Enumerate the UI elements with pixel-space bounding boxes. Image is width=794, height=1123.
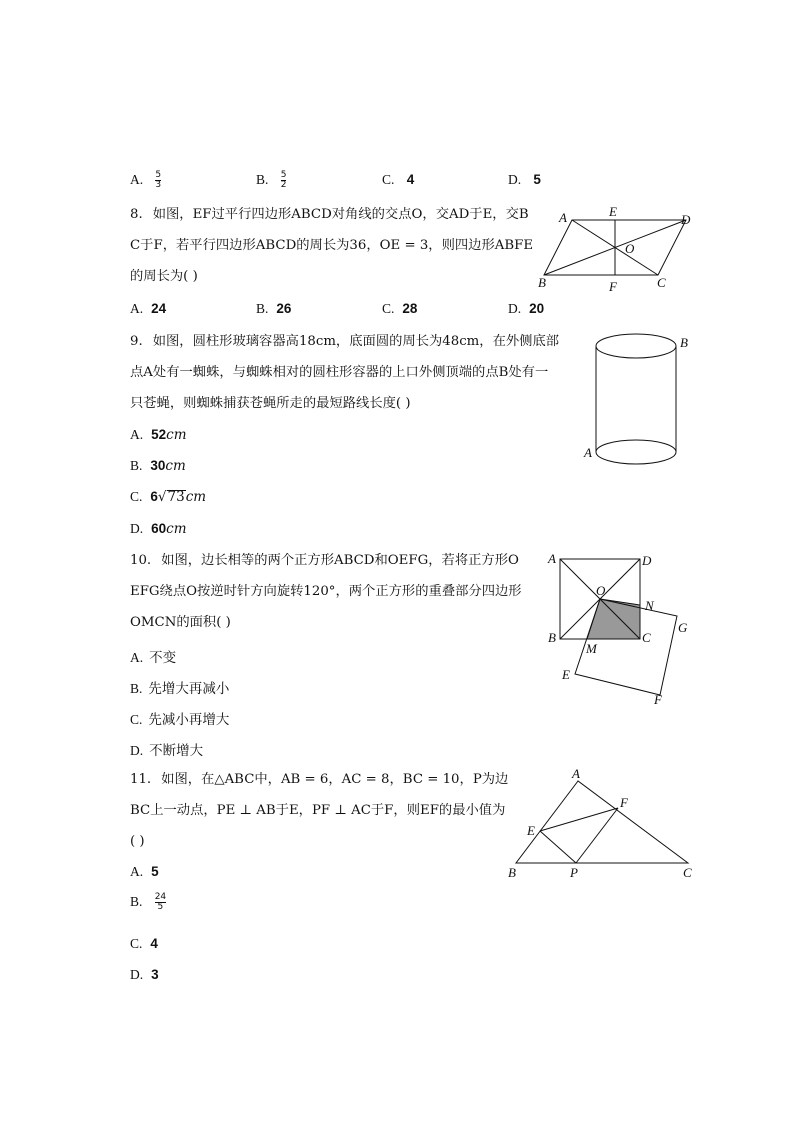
numerator: 5 xyxy=(280,170,287,180)
label-b: B xyxy=(538,275,546,290)
label-a: A xyxy=(572,766,580,781)
label-c: C xyxy=(683,865,692,880)
radicand: 73 xyxy=(167,489,185,505)
segment-pf xyxy=(576,808,618,863)
q11-line1: 11. 如图，在△ABC中，AB = 6，AC = 8，BC = 10，P为边 xyxy=(130,772,509,787)
q8-line2: C于F，若平行四边形ABCD的周长为36，OE = 3，则四边形ABFE xyxy=(130,238,534,253)
cylinder-bottom-front xyxy=(596,452,676,464)
label-b: B xyxy=(508,865,516,880)
label-c: C xyxy=(657,275,666,290)
option-letter: D. xyxy=(508,172,522,187)
q8-line3: 的周长为( ) xyxy=(130,269,198,284)
label-e: E xyxy=(527,823,535,838)
label-a: A xyxy=(559,210,567,225)
q10-option-c: C. 先减小再增大 xyxy=(130,712,230,728)
q9-line1: 9. 如图，圆柱形玻璃容器高18cm，底面圆的周长为48cm，在外侧底部 xyxy=(130,334,560,349)
q10-question xyxy=(130,545,522,638)
label-a: A xyxy=(548,551,556,566)
label-e: E xyxy=(609,204,617,219)
cylinder-top xyxy=(596,334,676,358)
label-e: E xyxy=(562,667,570,682)
triangle-abc xyxy=(516,781,688,863)
label-f: F xyxy=(609,279,617,294)
label-b: B xyxy=(548,630,556,645)
q11-line2: BC上一动点，PE ⊥ AB于E，PF ⊥ AC于F，则EF的最小值为 xyxy=(130,803,506,818)
numerator: 5 xyxy=(155,170,162,180)
label-o: O xyxy=(625,241,635,256)
q11-option-d: D. 3 xyxy=(130,967,159,982)
sqrt-sign: √ xyxy=(157,489,167,505)
question-number: 8. xyxy=(130,207,143,222)
cylinder-bottom-back xyxy=(596,440,676,452)
label-p: P xyxy=(570,865,578,880)
q10-line1: 10. 如图，边长相等的两个正方形ABCD和OEFG，若将正方形O xyxy=(130,553,519,568)
q8-option-b: B. 26 xyxy=(256,301,292,316)
denominator: 3 xyxy=(155,180,162,190)
fraction xyxy=(155,171,161,190)
label-c: C xyxy=(642,630,651,645)
q8-option-c: C. 28 xyxy=(382,301,418,316)
q7-option-c xyxy=(382,172,414,188)
label-d: D xyxy=(642,553,652,568)
q8-option-d: D. 20 xyxy=(508,301,545,316)
q11-option-b: B. $\frac{24}{5}$ xyxy=(130,892,167,912)
q11-question xyxy=(130,764,508,857)
segment-ef xyxy=(540,808,618,831)
numerator: 24 xyxy=(154,892,167,902)
q9-line2: 点A处有一蜘蛛，与蜘蛛相对的圆柱形容器的上口外侧顶端的点B处有一 xyxy=(130,365,549,380)
label-g: G xyxy=(678,620,688,635)
q10-option-a: A. 不变 xyxy=(130,650,177,666)
question-number: 9. xyxy=(130,334,143,349)
q7-option-d xyxy=(508,172,541,188)
option-letter: A. xyxy=(130,172,144,187)
label-f: F xyxy=(654,692,662,707)
label-o: O xyxy=(596,583,606,598)
q7-option-b xyxy=(256,171,286,190)
label-m: M xyxy=(586,641,597,656)
fraction xyxy=(281,171,287,190)
option-value: 4 xyxy=(406,172,415,187)
q7-option-a xyxy=(130,171,161,190)
q9-cylinder-figure xyxy=(580,330,690,470)
label-a: A xyxy=(584,445,592,460)
question-number: 10. xyxy=(130,553,152,568)
label-d: D xyxy=(681,212,691,227)
q10-option-b: B. 先增大再减小 xyxy=(130,681,230,697)
label-f: F xyxy=(620,795,628,810)
question-number: 11. xyxy=(130,772,152,787)
q8-parallelogram-figure xyxy=(530,200,700,295)
label-b: B xyxy=(680,335,688,350)
q9-line3: 只苍蝇，则蜘蛛捕获苍蝇所走的最短路线长度( ) xyxy=(130,396,411,411)
q11-line3: ( ) xyxy=(130,834,145,849)
q10-line2: EFG绕点O按逆时针方向旋转120°，两个正方形的重叠部分四边形 xyxy=(130,584,522,599)
option-value: 5 xyxy=(533,172,541,187)
q8-option-a: A. 24 xyxy=(130,301,167,316)
q9-option-d: D. 60cm xyxy=(130,521,187,537)
q10-option-d: D. 不断增大 xyxy=(130,743,204,759)
segment-pe xyxy=(540,831,576,863)
overlap-omcn xyxy=(587,599,640,639)
q9-question xyxy=(130,326,559,419)
q11-triangle-figure xyxy=(500,765,700,885)
q10-squares-figure xyxy=(540,550,700,710)
q9-option-c: C. 6√73cm xyxy=(130,489,207,505)
q8-line1: 8. 如图，EF过平行四边形ABCD对角线的交点O，交AD于E，交B xyxy=(130,207,529,222)
label-n: N xyxy=(645,598,654,613)
q11-option-c: C. 4 xyxy=(130,936,158,951)
denominator: 5 xyxy=(157,902,164,912)
option-letter: C. xyxy=(382,172,395,187)
denominator: 2 xyxy=(280,180,287,190)
fraction xyxy=(155,893,166,912)
q9-option-b: B. 30cm xyxy=(130,458,186,474)
q9-option-a: A. 52cm xyxy=(130,427,187,443)
option-letter: B. xyxy=(256,172,269,187)
q10-line3: OMCN的面积( ) xyxy=(130,615,231,630)
q8-question xyxy=(130,199,533,292)
q11-option-a: A. 5 xyxy=(130,864,159,879)
